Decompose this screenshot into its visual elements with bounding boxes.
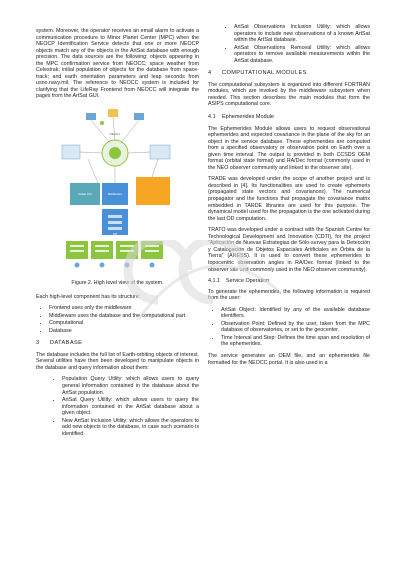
section-4-1-1-heading [208,278,370,285]
section-number: 4.1 [208,114,216,121]
utility-list [36,376,199,437]
db-icon [149,263,154,268]
source-box [150,145,170,159]
folder-icon [108,109,118,117]
right-paragraph-6: TRADE was developed under the scope of another project and is described in [4]. Its functionalities are used to create ephemeris (propagated state vectors and covariances). The numerical propagator and the functions that propagate the covariance matrix embedded in TARDE libraries are used for this purpose. The dynamical model used for the propagation is the one activated during the last OD computation. [208,176,370,222]
left-paragraph-1: system. Moreover, the operator receives an email alarm to activate a communication procedure to Minor Planet Center (MPC) when the NEOCP Identification Service detects that one or more NEOCP objects match any of the objects in the ArtSat database with enough precision. The data sources are the following: objects appearing in the MPC confirmation service from NEOCC; space weather from Celestrak; initial population of objects for the database from space-track; and earth orientation parameters and leap seconds from usno.navy.mil. The reference to NEOCC system is included for clarifying that the LifeRay Frontend from NEOCC will integrate the pages from the ArtSat GUI. [36,28,199,100]
list-item: • ArtSat Observations Removal Utility: which allows operators to remove available measurements within the ArtSat database. [234,45,370,65]
list-item: • Middleware uses the database and the computational part [49,313,199,320]
system-figure [58,105,178,277]
neocc-core-icon [109,147,121,159]
left-column [36,28,199,442]
section-4-heading [208,70,370,77]
component-list [36,305,199,334]
list-item: • Time Interval and Step: Defines the time span and resolution of the ephemerides. [221,335,370,348]
right-paragraph-8: To generate the ephemerides, the following information is required from the user: [208,288,370,302]
list-item: • Computational [49,320,199,327]
computer-icon [134,113,144,120]
right-paragraph-7: TRATO was developed under a contract with the Spanish Centre for Technological Development and Innovation (CDTI), for the project “Aplicación de Nuevas Estrategias de Sólo-survey para la Detección y Catalogación de Objetos Espaciales Artificiales en Órbita de la Tierra” (ANESS). It is used to convert these ephemerides to topocentric observation angles in RA/Dec format (linked to the observer site and commonly used in the NEO observer community). [208,227,370,273]
db-icon [99,263,104,268]
left-paragraph-3: The database includes the full list of Earth-orbiting objects of interest. Several utilities have then been developed to manipulate objects in the database and query information about them: [36,351,199,371]
node-icon [100,121,104,125]
right-column [208,24,370,371]
db-icon [124,263,129,268]
section-3-heading [36,340,199,347]
list-item: • New ArtSat Inclusion Utility: which allows the operators to add new objects to the database, in case such scenario is identified. [62,418,199,438]
section-title: DATABASE [50,340,83,347]
right-paragraph-4: The computational subsystem is organized into different FORTRAN modules, which are invoked by the middleware subsystem when needed. This section describes the main modules that form the ASIPS computational core. [208,81,370,108]
input-list [208,307,370,348]
user-box [62,145,80,159]
figure-label-neocc: NEOCC [109,132,120,137]
external-block [136,177,170,205]
section-title: Ephemerides Module [222,114,274,121]
right-paragraph-5: The Ephemerides Module allows users to request observational ephemerides and expected covariance in the plane of the sky for an object in the service database. These ephemerides are computed from a specified observatory or observation point on Earth over a given time interval. The output is provided in both CCSDS OEM format (orbital state format) and RA/Dec format (commonly used in the NEO observer community and linked to the observer site). [208,125,370,171]
computer-icon [86,113,96,120]
list-item: • ArtSat Object: Identified by any of the available database identifiers. [221,307,370,320]
figure-label-gui: ArtSat GUI [77,192,92,197]
list-item: • Population Query Utility: which allows users to query general information contained in the database about the ArtSat population. [62,376,199,396]
section-number: 4.1.1 [208,278,220,285]
right-paragraph-9: The service generates an OEM file, and an ephemerides file formatted for the NEOCC portal. It is also used in a [208,352,370,366]
figure-caption: Figure 2. High level view of the system. [71,280,164,287]
utility-list-continued [208,24,370,64]
section-number: 3 [36,340,40,347]
figure-label-middleware: Middleware [107,192,122,197]
figure-label-db: DB [112,232,117,237]
list-item: • Observation Point: Defined by the user, taken from the MPC database of observatories, or set to the geocenter. [221,321,370,334]
section-number: 4 [208,70,212,77]
list-item: • Database [49,328,199,335]
section-title: Service Operation [226,278,270,285]
left-paragraph-2: Each high-level component has its structure: [36,293,141,300]
section-title: COMPUTATIONAL MODULES [222,70,307,77]
list-item: • ArtSat Query Utility: which allows users to query the information contained in the ArtSat database about a given object. [62,397,199,417]
db-icon [74,263,79,268]
section-4-1-heading [208,114,370,121]
list-item: • Frontend uses only the middleware [49,305,199,312]
high-level-diagram [58,105,178,277]
list-item: • ArtSat Observations Inclusion Utility: which allows operators to include new observations of a known ArtSat within the ArtSat database. [234,24,370,44]
